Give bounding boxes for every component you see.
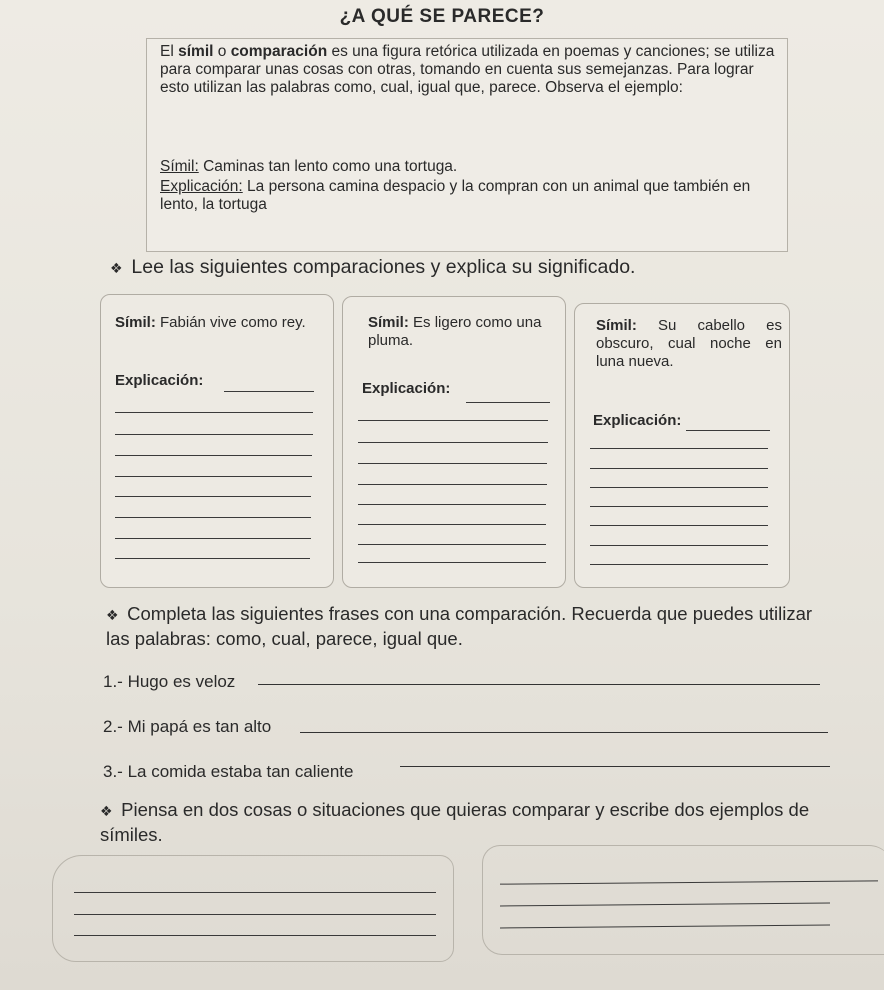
exercise-2-text: Mi papá es tan alto (127, 717, 272, 736)
exercise-3 (103, 762, 353, 782)
card-1-line[interactable] (115, 434, 313, 435)
exercise-1-text: Hugo es veloz (127, 672, 236, 691)
simil-example-1-line[interactable] (74, 892, 436, 893)
example-explanation (160, 178, 785, 214)
card-3-simil-text: Su cabello es obscuro, cual noche en luna nueva. (596, 317, 783, 370)
card-2-line[interactable] (358, 562, 546, 563)
comparison-card-1 (100, 294, 334, 588)
diamond-bullet-icon: ❖ (100, 803, 113, 819)
card-2-line[interactable] (466, 402, 550, 403)
definition-o-word: o (217, 43, 227, 60)
card-1-simil-label: Símil: (115, 314, 156, 331)
example-simil (160, 158, 785, 176)
card-1-line[interactable] (115, 538, 311, 539)
card-1-line[interactable] (115, 517, 311, 518)
card-2-line[interactable] (358, 442, 548, 443)
card-3-line[interactable] (590, 545, 768, 546)
exercise-2-answer-line[interactable] (300, 732, 828, 733)
card-1-line[interactable] (224, 391, 314, 392)
card-1-expl-label: Explicación: (115, 372, 204, 389)
card-3-line[interactable] (590, 448, 768, 449)
card-2-expl-label: Explicación: (362, 380, 451, 397)
card-2-simil-text: Es ligero como una pluma. (368, 314, 542, 349)
exercise-3-number: 3.- (103, 762, 123, 781)
definition-comparacion-word: comparación (230, 43, 328, 60)
card-3-line[interactable] (686, 430, 770, 431)
simil-example-box-1 (52, 855, 454, 962)
card-2-line[interactable] (358, 544, 546, 545)
simil-example-1-line[interactable] (74, 935, 436, 936)
card-3-simil-label: Símil: (596, 317, 637, 334)
card-3-line[interactable] (590, 564, 768, 565)
instruction-1 (110, 256, 635, 280)
exercise-3-text: La comida estaba tan caliente (127, 762, 354, 781)
card-3-line[interactable] (590, 525, 768, 526)
card-3-line[interactable] (590, 506, 768, 507)
card-1-line[interactable] (115, 476, 312, 477)
example-block (160, 158, 785, 214)
card-2-line[interactable] (358, 504, 546, 505)
instruction-2 (106, 602, 826, 650)
definition-rest: es una figura retórica utilizada en poemas y canciones; se utiliza para comparar unas cosas con otras, tomando en cuenta sus semejanzas. Para lograr esto utilizan las palabras como, cual, igual que, parece. Observa el ejemplo: (160, 43, 775, 96)
card-1-line[interactable] (115, 455, 312, 456)
card-2-simil-label: Símil: (368, 314, 409, 331)
simil-example-box-2 (482, 845, 884, 955)
card-3-expl-label: Explicación: (593, 412, 682, 429)
example-simil-label: Símil: (160, 158, 199, 175)
instruction-2-text: Completa las siguientes frases con una comparación. Recuerda que puedes utilizar las palabras: como, cual, parece, igual que. (106, 603, 813, 649)
example-expl-label: Explicación: (160, 178, 243, 195)
exercise-2-number: 2.- (103, 717, 123, 736)
page-title: ¿A QUÉ SE PARECE? (339, 6, 545, 27)
card-1-line[interactable] (115, 558, 310, 559)
instruction-3-text: Piensa en dos cosas o situaciones que quieras comparar y escribe dos ejemplos de símiles. (100, 799, 810, 845)
exercise-1-answer-line[interactable] (258, 684, 820, 685)
example-expl-text: La persona camina despacio y la compran con un animal que también en lento, la tortuga (160, 178, 751, 213)
card-3-line[interactable] (590, 468, 768, 469)
definition-text (160, 43, 780, 97)
card-1-line[interactable] (115, 496, 311, 497)
diamond-bullet-icon: ❖ (106, 607, 119, 623)
card-2-line[interactable] (358, 484, 547, 485)
card-2-line[interactable] (358, 463, 547, 464)
definition-lead: El (160, 43, 174, 60)
instruction-1-text: Lee las siguientes comparaciones y explica su significado. (131, 256, 636, 278)
exercise-1 (103, 672, 235, 692)
card-3-simil (596, 317, 782, 371)
card-2-simil (368, 314, 564, 350)
card-1-simil (115, 314, 325, 332)
card-1-line[interactable] (115, 412, 313, 413)
exercise-2 (103, 717, 271, 737)
card-2-line[interactable] (358, 524, 546, 525)
card-3-line[interactable] (590, 487, 768, 488)
card-1-simil-text: Fabián vive como rey. (160, 314, 306, 331)
diamond-bullet-icon: ❖ (110, 260, 123, 276)
definition-simil-word: símil (178, 43, 214, 60)
simil-example-1-line[interactable] (74, 914, 436, 915)
exercise-3-answer-line[interactable] (400, 766, 830, 767)
card-2-line[interactable] (358, 420, 548, 421)
example-simil-text: Caminas tan lento como una tortuga. (203, 158, 458, 175)
exercise-1-number: 1.- (103, 672, 123, 691)
instruction-3 (100, 798, 840, 846)
